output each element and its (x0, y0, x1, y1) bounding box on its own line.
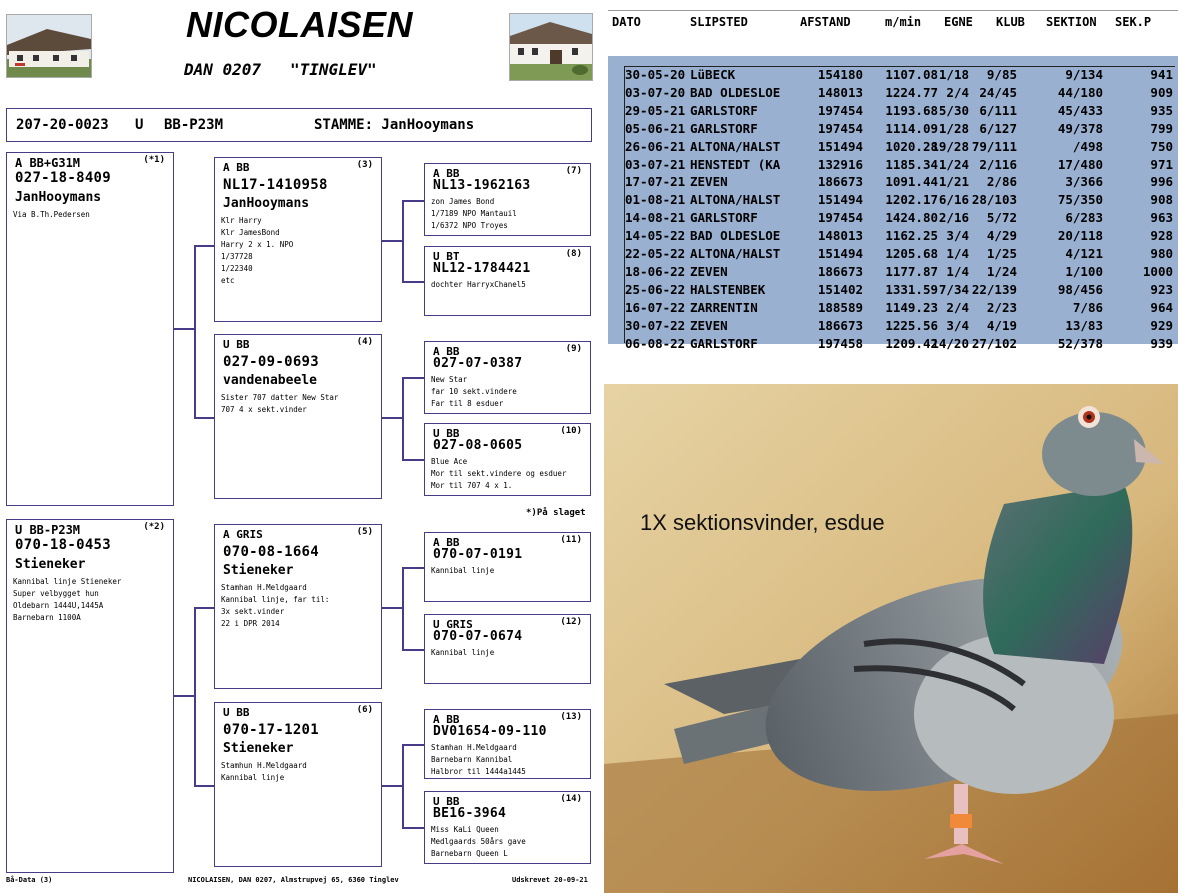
pedigree-note: Miss KaLi Queen Medlgaards 50års gave Barnebarn Queen L (431, 825, 526, 858)
results-cell: 929 (1150, 317, 1173, 333)
results-row (625, 299, 1173, 317)
results-cell: 03-07-20 (625, 84, 686, 100)
results-cell: 1225.56 (885, 317, 938, 333)
pedigree-connector (402, 744, 404, 827)
results-row (625, 156, 1173, 174)
pedigree-connector (402, 744, 424, 746)
results-cell: 148013 (817, 84, 863, 100)
results-row (625, 138, 1173, 156)
results-cell: 1202.17 (885, 192, 938, 208)
pedigree-box-9 (424, 341, 591, 414)
results-row (625, 191, 1173, 209)
results-row (625, 120, 1173, 138)
pedigree-connector (402, 377, 404, 459)
results-cell: 154180 (817, 67, 863, 82)
results-col-dato: DATO (612, 15, 641, 29)
pedigree-box-4 (214, 334, 382, 499)
results-cell: 1205.68 (885, 246, 938, 261)
pedigree-box-10 (424, 423, 591, 496)
pedigree-ring: 070-18-0453 (15, 537, 112, 553)
pedigree-ring: 027-08-0605 (433, 438, 523, 453)
results-cell: 16-07-22 (625, 299, 686, 315)
pedigree-num: (6) (356, 705, 373, 715)
results-cell: BAD OLDESLOE (690, 84, 781, 100)
results-row (625, 317, 1173, 335)
results-cell: 928 (1150, 228, 1173, 244)
results-cell: 186673 (817, 317, 863, 333)
pedigree-box-5 (214, 524, 382, 689)
pedigree-box-12 (424, 614, 591, 684)
results-cell: 5/30 (938, 102, 969, 118)
results-cell: 186673 (817, 263, 863, 279)
pedigree-note: Kannibal linje Stieneker Super velbygget hun Oldebarn 1444U,1445A Barnebarn 1100A (13, 577, 122, 622)
pedigree-note: New Star far 10 sekt.vindere Far til 8 esduer (431, 375, 517, 408)
pedigree-note: Stamhun H.Meldgaard Kannibal linje (221, 761, 307, 782)
results-cell: 03-07-21 (625, 156, 686, 172)
pedigree-connector (402, 459, 424, 461)
results-col-sekp: SEK.P (1115, 15, 1152, 29)
pedigree-num: (12) (560, 617, 582, 627)
results-cell: 980 (1150, 246, 1173, 261)
pedigree-box-8 (424, 246, 591, 316)
pedigree-tag: A BB (433, 167, 460, 180)
results-cell: 1149.23 (885, 299, 938, 315)
results-cell: 1/25 (986, 246, 1017, 261)
pedigree-note: Blue Ace Mor til sekt.vindere og esduer Mor til 707 4 x 1. (431, 457, 567, 490)
pedigree-connector (194, 607, 196, 785)
results-cell: 941 (1150, 67, 1173, 82)
bird-stamme: STAMME: JanHooymans (314, 117, 475, 133)
results-cell: HENSTEDT (KA (690, 156, 781, 172)
results-cell: 22-05-22 (625, 246, 686, 261)
results-cell: BAD OLDESLOE (690, 228, 781, 244)
pedigree-num: (11) (560, 535, 582, 545)
pedigree-name: JanHooymans (15, 190, 102, 205)
results-cell: 197454 (817, 102, 863, 118)
results-cell: ZEVEN (690, 174, 728, 190)
results-cell: 963 (1150, 210, 1173, 226)
pedigree-tag: A BB (433, 536, 460, 549)
results-cell: 19/28 (931, 138, 969, 154)
pedigree-box-1 (6, 152, 174, 506)
bird-color: BB-P23M (164, 117, 224, 133)
results-cell: 1209.42 (885, 335, 938, 351)
results-cell: 05-06-21 (625, 120, 686, 136)
results-cell: 3/4 (946, 228, 969, 244)
pedigree-num: (7) (565, 166, 582, 176)
pedigree-ring: 027-09-0693 (223, 354, 320, 370)
results-cell: 2/4 (946, 84, 969, 100)
results-cell: 1177.87 (885, 263, 938, 279)
pigeon-photo (604, 384, 1178, 893)
pedigree-box-13 (424, 709, 591, 779)
results-cell: 197454 (817, 210, 863, 226)
results-cell: 1424.80 (885, 210, 938, 226)
results-cell: 1/28 (938, 120, 969, 136)
results-row (625, 102, 1173, 120)
pedigree-tag: U BB (433, 427, 460, 440)
pedigree-note: Kannibal linje (431, 648, 495, 657)
results-cell: 923 (1150, 281, 1173, 297)
pedigree-box-3 (214, 157, 382, 322)
results-cell: 17/480 (1057, 156, 1103, 172)
results-cell: 1020.28 (885, 138, 938, 154)
footer-center: NICOLAISEN, DAN 0207, Almstrupvej 65, 6360 Tinglev (188, 876, 399, 884)
pedigree-note: Via B.Th.Pedersen (13, 210, 90, 219)
results-cell: 30-05-20 (625, 67, 686, 82)
results-cell: 2/116 (979, 156, 1017, 172)
results-cell: 1114.09 (885, 120, 938, 136)
results-cell: 52/378 (1057, 335, 1103, 351)
results-cell: 2/23 (986, 299, 1017, 315)
results-cell: 197458 (817, 335, 863, 351)
page-title: NICOLAISEN (186, 4, 414, 45)
results-row (625, 263, 1173, 281)
pedigree-connector (382, 240, 402, 242)
results-row (625, 335, 1173, 353)
pedigree-tag: A BB+G31M (15, 156, 81, 170)
results-cell: 3/4 (946, 317, 969, 333)
pedigree-connector (194, 245, 214, 247)
pedigree-ring: 070-08-1664 (223, 544, 320, 560)
results-cell: 1/4 (946, 263, 969, 279)
pedigree-name: Stieneker (15, 557, 86, 572)
pedigree-ring: NL13-1962163 (433, 178, 531, 193)
results-cell: 24/45 (979, 84, 1017, 100)
results-cell: 1162.25 (885, 228, 938, 244)
pedigree-num: (14) (560, 794, 582, 804)
pedigree-tag: A GRIS (223, 528, 263, 541)
results-cell: 9/134 (1065, 67, 1103, 82)
results-cell: 935 (1150, 102, 1173, 118)
results-cell: ZARRENTIN (690, 299, 758, 315)
pedigree-tag: A BB (223, 161, 250, 174)
results-cell: 1/4 (946, 246, 969, 261)
results-cell: 197454 (817, 120, 863, 136)
results-cell: 18-06-22 (625, 263, 686, 279)
results-cell: 908 (1150, 192, 1173, 208)
results-cell: 2/16 (938, 210, 969, 226)
results-cell: 20/118 (1057, 228, 1103, 244)
results-cell: 14/20 (931, 335, 969, 351)
pedigree-tag: U BT (433, 250, 460, 263)
pedigree-tag: U BB (223, 706, 250, 719)
results-cell: 750 (1150, 138, 1173, 154)
results-cell: 45/433 (1057, 102, 1103, 118)
results-cell: 151494 (817, 192, 863, 208)
pedigree-connector (402, 567, 404, 649)
results-cell: 1224.77 (885, 84, 938, 100)
pedigree-connector (402, 200, 404, 282)
results-cell: 188589 (817, 299, 863, 315)
pedigree-note: Klr Harry Klr JamesBond Harry 2 x 1. NPO 1/37728 1/22340 etc (221, 216, 294, 285)
results-cell: 44/180 (1057, 84, 1103, 100)
results-cell: 22/139 (971, 281, 1017, 297)
results-cell: ZEVEN (690, 263, 728, 279)
pedigree-box-6 (214, 702, 382, 867)
results-cell: 151494 (817, 138, 863, 154)
results-cell: 151402 (817, 281, 863, 297)
results-cell: 4/29 (986, 228, 1017, 244)
results-cell: 1/24 (986, 263, 1017, 279)
results-cell: 5/72 (986, 210, 1017, 226)
pedigree-note: Sister 707 datter New Star 707 4 x sekt.vinder (221, 393, 339, 414)
pedigree-note: Stamhan H.Meldgaard Barnebarn Kannibal Halbror til 1444a1445 (431, 743, 526, 776)
pedigree-num: (5) (356, 527, 373, 537)
results-cell: 01-08-21 (625, 192, 686, 208)
results-col-egne: EGNE (944, 15, 973, 29)
results-cell: 2/86 (986, 174, 1017, 190)
pedigree-tag: U BB (433, 795, 460, 808)
results-cell: GARLSTORF (690, 335, 758, 351)
results-col-slipsted: SLIPSTED (690, 15, 748, 29)
pedigree-ring: DV01654-09-110 (433, 724, 547, 739)
pedigree-num: (13) (560, 712, 582, 722)
results-cell: 6/283 (1065, 210, 1103, 226)
results-cell: 151494 (817, 246, 863, 261)
pedigree-tag: U BB (223, 338, 250, 351)
farmhouse-photo-right (509, 13, 593, 81)
pedigree-num: (4) (356, 337, 373, 347)
pedigree-tag: U BB-P23M (15, 523, 81, 537)
pedigree-tag: A BB (433, 713, 460, 726)
results-cell: 28/103 (971, 192, 1017, 208)
results-cell: 75/350 (1057, 192, 1103, 208)
pedigree-name: Stieneker (223, 563, 294, 578)
pedigree-num: (*1) (143, 155, 165, 165)
results-cell: 1/24 (938, 156, 969, 172)
results-col-sektion: SEKTION (1046, 15, 1097, 29)
results-row (625, 66, 1173, 84)
results-cell: GARLSTORF (690, 210, 758, 226)
results-cell: 79/111 (971, 138, 1017, 154)
results-cell: 939 (1150, 335, 1173, 351)
results-cell: 17-07-21 (625, 174, 686, 190)
pedigree-box-11 (424, 532, 591, 602)
pedigree-connector (382, 607, 402, 609)
results-cell: 1/18 (938, 67, 969, 82)
pedigree-connector (194, 607, 214, 609)
photo-caption: 1X sektionsvinder, esdue (640, 510, 885, 535)
pedigree-ring: 070-07-0191 (433, 547, 523, 562)
results-cell: ALTONA/HALST (690, 246, 781, 261)
pedigree-ring: 027-18-8409 (15, 170, 112, 186)
results-row (625, 227, 1173, 245)
results-cell: GARLSTORF (690, 102, 758, 118)
pedigree-name: Stieneker (223, 741, 294, 756)
results-cell: 132916 (817, 156, 863, 172)
results-cell: 6/127 (979, 120, 1017, 136)
results-cell: 2/4 (946, 299, 969, 315)
results-cell: ZEVEN (690, 317, 728, 333)
pedigree-num: (3) (356, 160, 373, 170)
pedigree-tag: A BB (433, 345, 460, 358)
results-cell: 7/86 (1072, 299, 1103, 315)
results-row (625, 84, 1173, 102)
results-cell: 26-06-21 (625, 138, 686, 154)
results-cell: 7/34 (938, 281, 969, 297)
pedigree-connector (194, 417, 214, 419)
pedigree-note: dochter HarryxChanel5 (431, 280, 526, 289)
results-cell: 30-07-22 (625, 317, 686, 333)
pedigree-connector (174, 328, 194, 330)
results-cell: 6/16 (938, 192, 969, 208)
pedigree-num: (9) (565, 344, 582, 354)
results-cell: 1/21 (938, 174, 969, 190)
bird-ring: 207-20-0023 (16, 117, 109, 133)
pedigree-connector (194, 785, 214, 787)
results-cell: 6/111 (979, 102, 1017, 118)
results-cell: 9/85 (986, 67, 1017, 82)
results-cell: GARLSTORF (690, 120, 758, 136)
results-cell: 1/100 (1065, 263, 1103, 279)
pedigree-name: vandenabeele (223, 373, 317, 388)
pedigree-num: (8) (565, 249, 582, 259)
results-col-mmin: m/min (885, 15, 922, 29)
results-row (625, 245, 1173, 263)
pedigree-connector (382, 785, 402, 787)
pedigree-connector (402, 567, 424, 569)
pedigree-connector (402, 827, 424, 829)
results-cell: 25-06-22 (625, 281, 686, 297)
pedigree-connector (382, 417, 402, 419)
results-cell: 909 (1150, 84, 1173, 100)
results-cell: 1000 (1142, 263, 1173, 279)
results-row (625, 281, 1173, 299)
results-cell: /498 (1072, 138, 1103, 154)
results-cell: 1185.34 (885, 156, 938, 172)
pedigree-num: (*2) (143, 522, 165, 532)
results-cell: 27/102 (971, 335, 1017, 351)
results-cell: 964 (1150, 299, 1173, 315)
pedigree-ring: 070-17-1201 (223, 722, 320, 738)
results-cell: 49/378 (1057, 120, 1103, 136)
pedigree-note: Stamhan H.Meldgaard Kannibal linje, far til: 3x sekt.vinder 22 i DPR 2014 (221, 583, 330, 628)
results-cell: 3/366 (1065, 174, 1103, 190)
results-cell: 14-08-21 (625, 210, 686, 226)
pedigree-ring: 027-07-0387 (433, 356, 523, 371)
on-loft-note: *)På slaget (526, 508, 586, 518)
pedigree-ring: NL17-1410958 (223, 177, 328, 193)
results-cell: 1331.59 (885, 281, 938, 297)
pedigree-note: zon James Bond 1/7189 NPO Mantauil 1/6372 NPO Troyes (431, 197, 517, 230)
pedigree-ring: BE16-3964 (433, 806, 507, 821)
results-cell: 799 (1150, 120, 1173, 136)
results-row (625, 173, 1173, 191)
pedigree-connector (174, 695, 194, 697)
pedigree-ring: 070-07-0674 (433, 629, 523, 644)
results-cell: ALTONA/HALST (690, 138, 781, 154)
results-row (625, 209, 1173, 227)
pedigree-ring: NL12-1784421 (433, 261, 531, 276)
pedigree-box-7 (424, 163, 591, 236)
pedigree-name: JanHooymans (223, 196, 310, 211)
results-cell: 98/456 (1057, 281, 1103, 297)
page-subtitle: DAN 0207 "TINGLEV" (184, 60, 377, 79)
pedigree-box-2 (6, 519, 174, 873)
results-cell: 186673 (817, 174, 863, 190)
results-cell: 1107.08 (885, 67, 938, 82)
results-cell: 06-08-22 (625, 335, 686, 351)
results-col-klub: KLUB (996, 15, 1025, 29)
pedigree-tag: U GRIS (433, 618, 473, 631)
results-cell: HALSTENBEK (690, 281, 766, 297)
footer-left: Bå-Data (3) (6, 876, 53, 884)
results-cell: 1193.68 (885, 102, 938, 118)
pedigree-connector (402, 377, 424, 379)
results-cell: 971 (1150, 156, 1173, 172)
results-cell: 14-05-22 (625, 228, 686, 244)
bird-sex: U (135, 117, 144, 133)
results-cell: 13/83 (1065, 317, 1103, 333)
results-cell: 1091.44 (885, 174, 938, 190)
results-cell: 148013 (817, 228, 863, 244)
pedigree-num: (10) (560, 426, 582, 436)
results-cell: LüBECK (690, 67, 736, 82)
results-cell: 29-05-21 (625, 102, 686, 118)
results-col-afstand: AFSTAND (800, 15, 851, 29)
pedigree-connector (402, 281, 424, 283)
pedigree-box-14 (424, 791, 591, 864)
pedigree-note: Kannibal linje (431, 566, 495, 575)
results-cell: 4/19 (986, 317, 1017, 333)
pedigree-connector (194, 245, 196, 417)
farmhouse-photo-left (6, 14, 92, 78)
results-cell: 996 (1150, 174, 1173, 190)
results-cell: ALTONA/HALST (690, 192, 781, 208)
pedigree-connector (402, 200, 424, 202)
pedigree-connector (402, 649, 424, 651)
bird-info-bar (6, 108, 592, 142)
results-cell: 4/121 (1065, 246, 1103, 261)
footer-right: Udskrevet 20-09-21 (512, 876, 588, 884)
